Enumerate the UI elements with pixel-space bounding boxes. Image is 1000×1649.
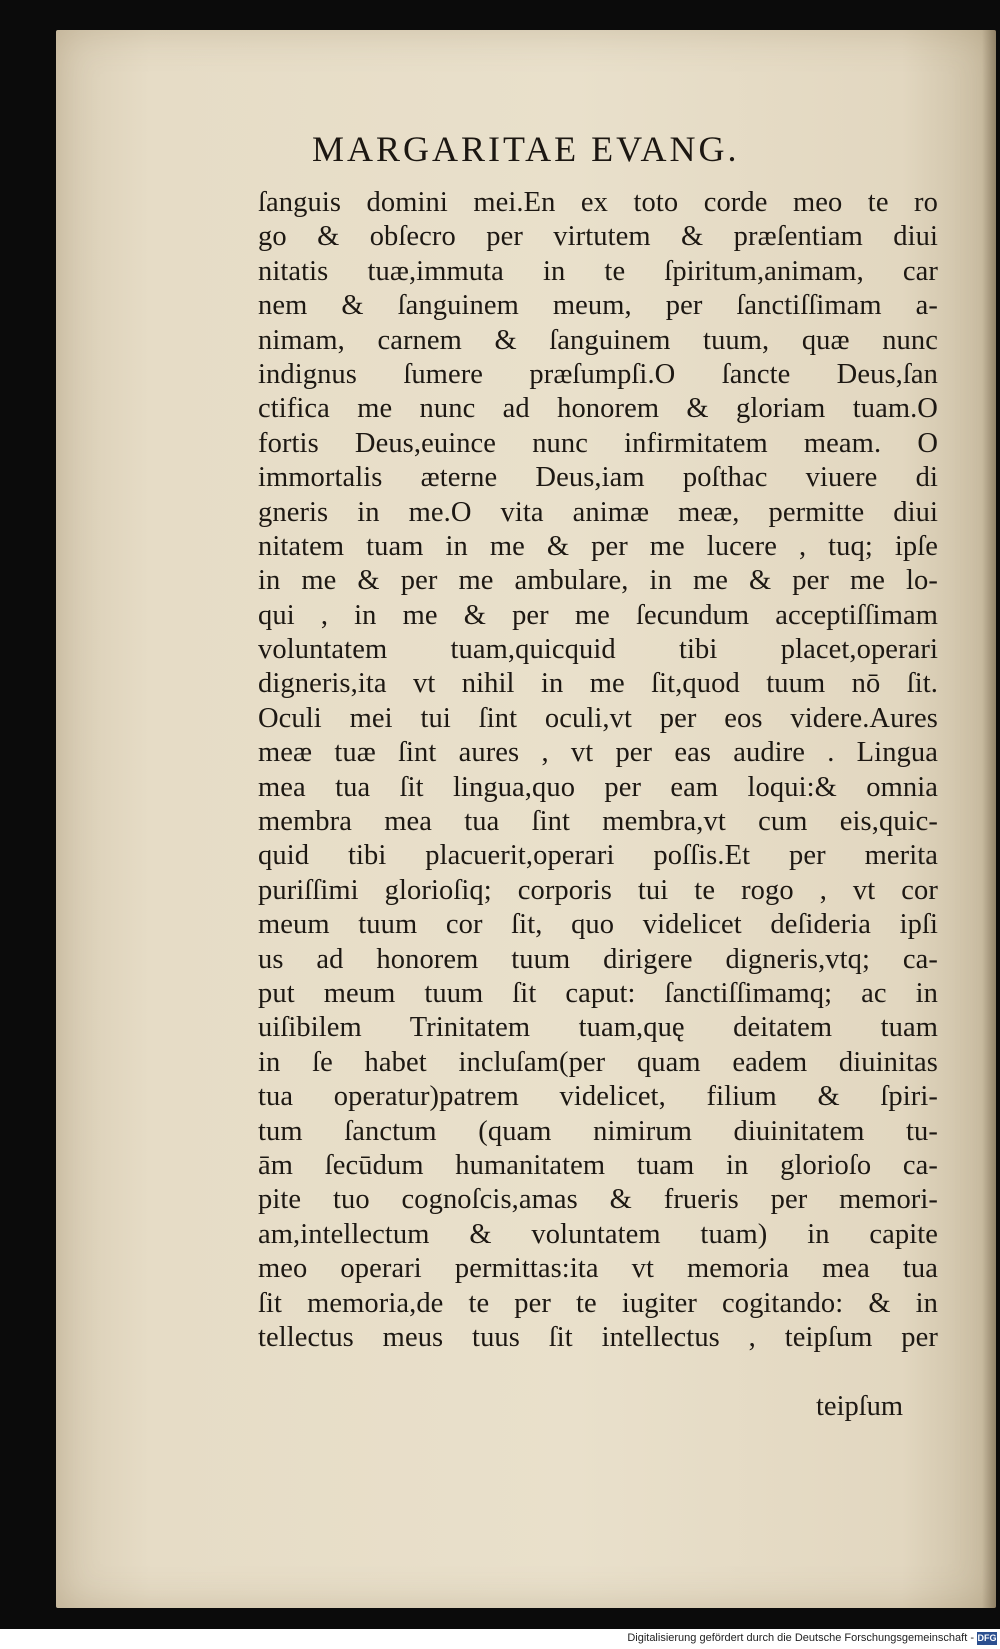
text-line: uiſibilem Trinitatem tuam,quę deitatem tuam [258,1012,938,1044]
text-line: put meum tuum ſit caput: ſanctiſſimamq; ac in [258,977,938,1009]
text-line: voluntatem tuam,quicquid tibi placet,operari [258,634,938,666]
text-line: nitatis tuæ,immuta in te ſpiritum,animam, car [258,255,938,287]
text-line: membra mea tua ſint membra,vt cum eis,quic- [258,806,938,838]
text-line: fortis Deus,euince nunc infirmitatem meam. O [258,427,938,459]
text-line: nem & ſanguinem meum, per ſanctiſſimam a- [258,290,938,322]
text-line: pite tuo cognoſcis,amas & frueris per memori- [258,1184,938,1216]
text-line: us ad honorem tuum dirigere digneris,vtq; ca- [258,943,938,975]
text-line: tellectus meus tuus ſit intellectus , teipſum per [258,1321,938,1353]
text-line: immortalis æterne Deus,iam poſthac viuere di [258,462,938,494]
text-line: ſit memoria,de te per te iugiter cogitando: & in [258,1287,938,1319]
footer-credit: Digitalisierung gefördert durch die Deutsche Forschungsgemeinschaft - [627,1632,974,1644]
text-line: tum ſanctum (quam nimirum diuinitatem tu- [258,1115,938,1147]
text-line: tua operatur)patrem videlicet, filium & ſpiri- [258,1081,938,1113]
text-line: nimam, carnem & ſanguinem tuum, quæ nunc [258,324,938,356]
text-line: am,intellectum & voluntatem tuam) in capite [258,1218,938,1250]
text-line: go & obſecro per virtutem & præſentiam diui [258,221,938,253]
text-line: puriſſimi glorioſiq; corporis tui te rogo , vt cor [258,874,938,906]
text-line: meo operari permittas:ita vt memoria mea tua [258,1253,938,1285]
text-block [258,186,938,1355]
text-line: meum tuum cor ſit, quo videlicet deſideria ipſi [258,909,938,941]
text-line: ctifica me nunc ad honorem & gloriam tuam.O [258,393,938,425]
text-line: gneris in me.O vita animæ meæ, permitte diui [258,496,938,528]
text-line: in me & per me ambulare, in me & per me lo- [258,565,938,597]
text-line: indignus ſumere præſumpſi.O ſancte Deus,ſan [258,358,938,390]
text-line: meæ tuæ ſint aures , vt per eas audire . Lingua [258,737,938,769]
text-line: ām ſecūdum humanitatem tuam in glorioſo ca- [258,1149,938,1181]
text-line: qui , in me & per me ſecundum acceptiſſimam [258,599,938,631]
text-line: Oculi mei tui ſint oculi,vt per eos videre.Aures [258,702,938,734]
running-head: MARGARITAE EVANG. [312,129,740,169]
catchword: teipſum [816,1391,904,1422]
dfg-logo: DFG [977,1633,997,1643]
text-line: digneris,ita vt nihil in me ſit,quod tuum nō ſit. [258,668,938,700]
text-line: ſanguis domini mei.En ex toto corde meo te ro [258,187,938,218]
text-line: nitatem tuam in me & per me lucere , tuq; ipſe [258,530,938,562]
text-line: mea tua ſit lingua,quo per eam loqui:& omnia [258,771,938,803]
text-line: in ſe habet incluſam(per quam eadem diuinitas [258,1046,938,1078]
text-line: quid tibi placuerit,operari poſſis.Et per merita [258,840,938,872]
